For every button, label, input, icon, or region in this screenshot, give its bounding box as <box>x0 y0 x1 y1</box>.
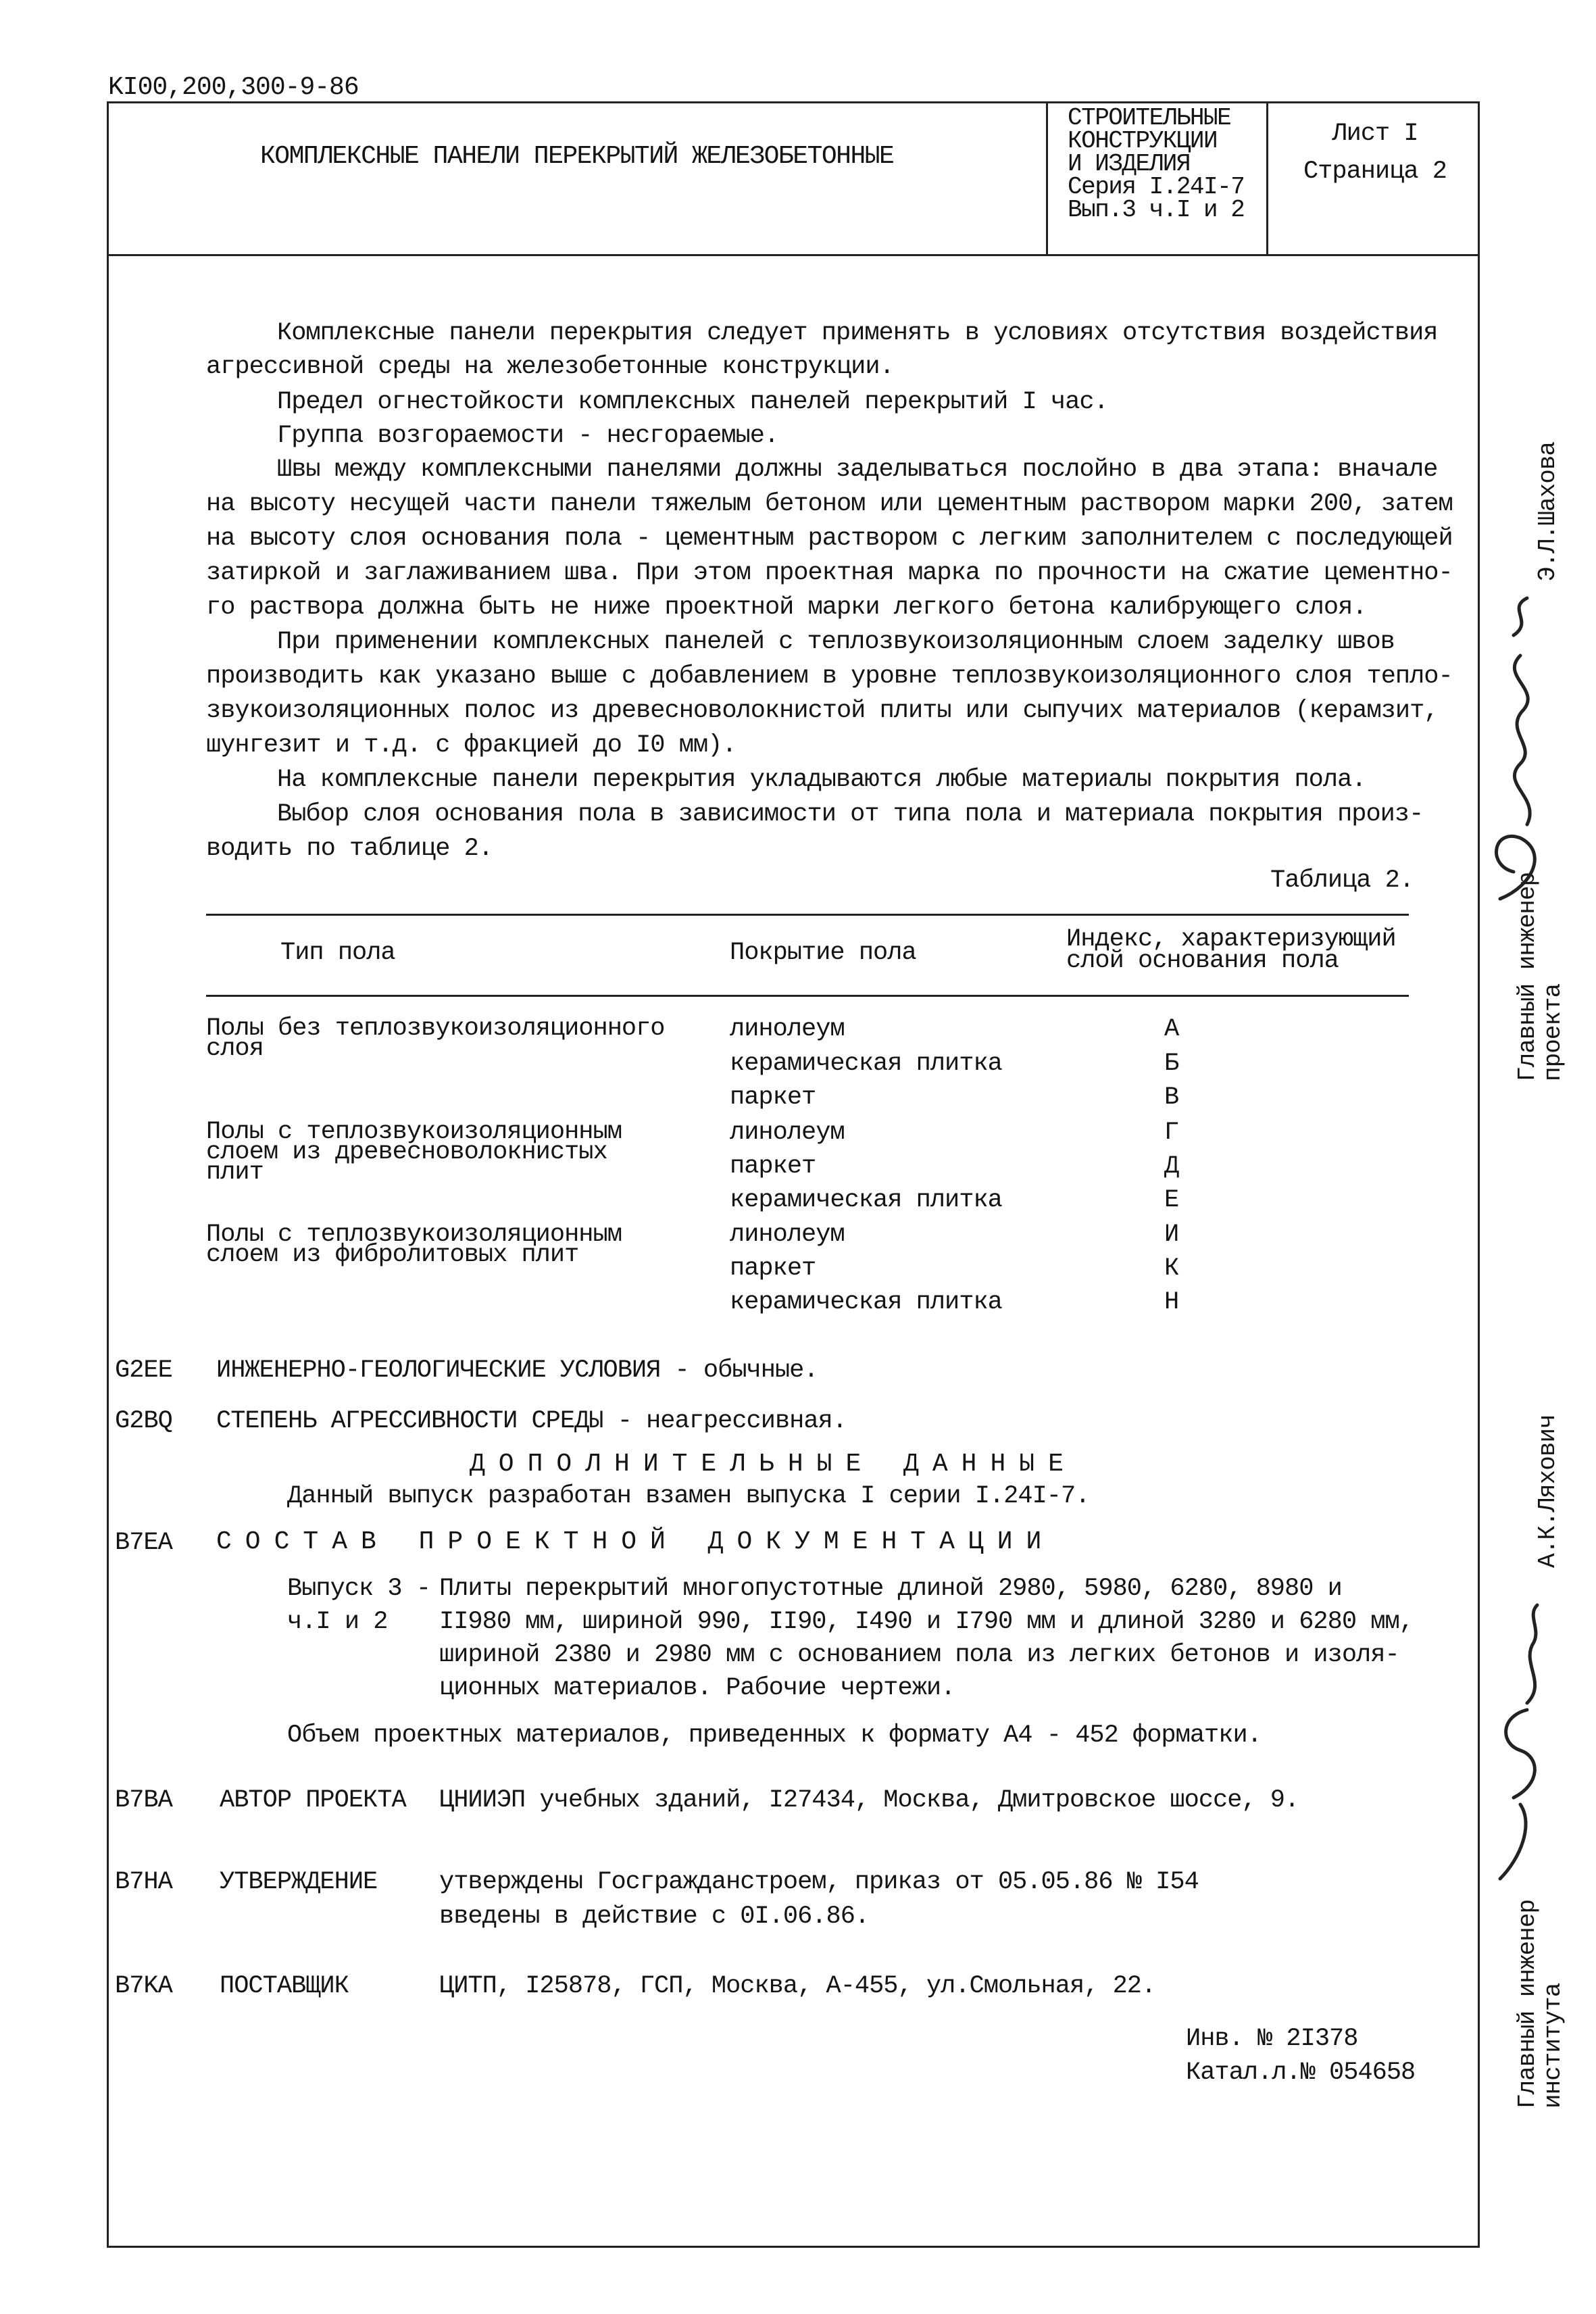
table-group-1-line-1: Полы без теплозвукоизоляционного <box>206 1014 665 1043</box>
paragraph-materials: На комплексные панели перекрытия укладываются любые материалы покрытия пола. <box>277 766 1366 794</box>
category-line-1: СТРОИТЕЛЬНЫЕ <box>1068 104 1231 132</box>
issue-desc-line-4: ционных материалов. Рабочие чертежи. <box>439 1674 955 1702</box>
code-author: B7BA <box>115 1786 172 1815</box>
sheet-number: Лист I <box>1332 120 1418 148</box>
table-row-2-cover: керамическая плитка <box>730 1050 1002 1078</box>
paragraph-insulation-line-2: производить как указано выше с добавлением в уровне теплозвукоизоляционного слоя тепло- <box>206 662 1453 691</box>
extra-data-title: ДОПОЛНИТЕЛЬНЫЕ ДАННЫЕ <box>470 1450 1077 1479</box>
chief-engineer-project-line-1: Главный инженер <box>1514 872 1541 1081</box>
paragraph-1-line-2: агрессивной среды на железобетонные конструкции. <box>206 353 894 381</box>
table-row-7-index: И <box>1164 1221 1179 1249</box>
table-row-5-cover: паркет <box>730 1152 816 1181</box>
table-group-2-line-1: Полы с теплозвукоизоляционным <box>206 1118 622 1146</box>
paragraph-insulation-line-4: шунгезит и т.д. с фракцией до I0 мм). <box>206 731 737 760</box>
geo-conditions: ИНЖЕНЕРНО-ГЕОЛОГИЧЕСКИЕ УСЛОВИЯ - обычные. <box>216 1356 818 1385</box>
author-text: ЦНИИЭП учебных зданий, I27434, Москва, Дмитровское шоссе, 9. <box>439 1786 1299 1815</box>
code-approval: B7HA <box>115 1868 172 1896</box>
table-row-1-index: А <box>1164 1015 1179 1043</box>
table-row-5-index: Д <box>1164 1152 1179 1181</box>
header-divider-left <box>1046 101 1048 254</box>
table-row-8-index: К <box>1164 1254 1179 1283</box>
code-documentation: B7EA <box>115 1529 172 1557</box>
table-rule-header <box>206 995 1409 997</box>
chief-engineer-institute-name: А.К.Ляхович <box>1534 1414 1562 1568</box>
supplier-text: ЦИТП, I25878, ГСП, Москва, А-455, ул.Смольная, 22. <box>439 1972 1156 2000</box>
table-row-6-cover: керамическая плитка <box>730 1186 1002 1214</box>
table-row-1-cover: линолеум <box>730 1015 845 1043</box>
table-row-4-cover: линолеум <box>730 1118 845 1147</box>
issue-label: Вып.3 ч.I и 2 <box>1068 196 1245 224</box>
issue-desc-line-3: шириной 2380 и 2980 мм с основанием пола из легких бетонов и изоля- <box>439 1641 1399 1669</box>
table-group-2-line-2: слоем из древесноволокнистых <box>206 1138 607 1166</box>
header-category <box>1068 104 1245 224</box>
table-group-3-line-1: Полы с теплозвукоизоляционным <box>206 1221 622 1249</box>
table-header-index-line-1: Индекс, характеризующий <box>1066 925 1396 954</box>
category-line-2: КОНСТРУКЦИИ <box>1068 127 1218 155</box>
table-header-type: Тип пола <box>280 939 395 967</box>
paragraph-fire-resistance: Предел огнестойкости комплексных панелей перекрытий I час. <box>277 388 1108 416</box>
category-line-3: И ИЗДЕЛИЯ <box>1068 150 1190 178</box>
table-header-index-line-2: слой основания пола <box>1066 947 1339 975</box>
catalogue-number: Катал.л.№ 054658 <box>1186 2059 1416 2087</box>
paragraph-combustibility: Группа возгораемости - несгораемые. <box>277 422 779 450</box>
series-label: Серия I.24I-7 <box>1068 173 1245 201</box>
paragraph-joints-line-2: на высоту несущей части панели тяжелым бетоном или цементным раствором марки 200, затем <box>206 490 1453 518</box>
paragraph-1-line-1: Комплексные панели перекрытия следует применять в условиях отсутствия воздействия <box>277 319 1438 347</box>
table-header-cover: Покрытие пола <box>730 939 916 967</box>
header-divider-right <box>1266 101 1268 254</box>
table-row-8-cover: паркет <box>730 1254 816 1283</box>
issue-label-line-1: Выпуск 3 - <box>287 1575 431 1603</box>
paragraph-joints-line-5: го раствора должна быть не ниже проектной марки легкого бетона калибрующего слоя. <box>206 593 1367 622</box>
approval-label: УТВЕРЖДЕНИЕ <box>220 1868 378 1896</box>
table-row-7-cover: линолеум <box>730 1221 845 1249</box>
table-row-3-index: В <box>1164 1083 1179 1112</box>
table-row-9-index: Н <box>1164 1288 1179 1316</box>
paragraph-selection-line-2: водить по таблице 2. <box>206 835 493 863</box>
table-caption: Таблица 2. <box>1270 866 1414 895</box>
table-group-2-line-3: плит <box>206 1158 264 1187</box>
extra-data-text: Данный выпуск разработан взамен выпуска I серии I.24I-7. <box>287 1482 1090 1510</box>
code-supplier: B7KA <box>115 1972 172 2000</box>
header-divider <box>107 254 1480 256</box>
table-row-2-index: Б <box>1164 1050 1179 1078</box>
paragraph-insulation-line-3: звукоизоляционных полос из древесноволокнистой плиты или сыпучих материалов (керамзит, <box>206 697 1439 725</box>
code-geo: G2EE <box>115 1356 172 1385</box>
header-title: КОМПЛЕКСНЫЕ ПАНЕЛИ ПЕРЕКРЫТИЙ ЖЕЛЕЗОБЕТОННЫЕ <box>260 142 894 171</box>
approval-line-2: введены в действие с 0I.06.86. <box>439 1902 870 1931</box>
document-code: KI00,200,300-9-86 <box>108 73 359 102</box>
table-row-6-index: Е <box>1164 1186 1179 1214</box>
table-group-3-line-2: слоем из фибролитовых плит <box>206 1241 579 1269</box>
paragraph-insulation-line-1: При применении комплексных панелей с теплозвукоизоляционным слоем заделку швов <box>277 628 1395 656</box>
paragraph-joints-line-4: затиркой и заглаживанием шва. При этом проектная марка по прочности на сжатие цементно- <box>206 559 1453 587</box>
paragraph-joints-line-1: Швы между комплексными панелями должны заделываться послойно в два этапа: вначале <box>277 456 1438 484</box>
paragraph-joints-line-3: на высоту слоя основания пола - цементным раствором с легким заполнителем с последующей <box>206 524 1453 553</box>
page-number: Страница 2 <box>1303 157 1447 186</box>
table-rule-top <box>206 914 1409 916</box>
chief-engineer-institute-line-2: института <box>1539 1983 1567 2109</box>
table-row-4-index: Г <box>1164 1118 1179 1147</box>
aggressiveness: СТЕПЕНЬ АГРЕССИВНОСТИ СРЕДЫ - неагрессивная. <box>216 1407 847 1435</box>
author-label: АВТОР ПРОЕКТА <box>220 1786 406 1815</box>
issue-label-line-2: ч.I и 2 <box>287 1608 388 1636</box>
sheet-info <box>1284 115 1466 191</box>
documentation-title: СОСТАВ ПРОЕКТНОЙ ДОКУМЕНТАЦИИ <box>216 1527 1055 1556</box>
paragraph-selection-line-1: Выбор слоя основания пола в зависимости от типа пола и материала покрытия произ- <box>277 800 1424 829</box>
issue-desc-line-2: II980 мм, шириной 990, II90, I490 и I790 мм и длиной 3280 и 6280 мм, <box>439 1608 1414 1636</box>
chief-engineer-project-line-2: проекта <box>1539 983 1567 1081</box>
signature-project <box>1473 595 1574 906</box>
chief-engineer-institute-line-1: Главный инженер <box>1514 1899 1541 2109</box>
inventory-number: Инв. № 2I378 <box>1186 2025 1358 2053</box>
table-row-3-cover: паркет <box>730 1083 816 1112</box>
signature-institute <box>1480 1602 1568 1886</box>
chief-engineer-project-name: Э.Л.Шахова <box>1534 441 1562 581</box>
table-row-9-cover: керамическая плитка <box>730 1288 1002 1316</box>
table-group-1-line-2: слоя <box>206 1035 264 1063</box>
supplier-label: ПОСТАВЩИК <box>220 1972 349 2000</box>
approval-line-1: утверждены Госгражданстроем, приказ от 05.05.86 № I54 <box>439 1868 1199 1896</box>
issue-desc-line-1: Плиты перекрытий многопустотные длиной 2980, 5980, 6280, 8980 и <box>439 1575 1342 1603</box>
code-aggressiveness: G2BQ <box>115 1407 172 1435</box>
volume-text: Объем проектных материалов, приведенных к формату А4 - 452 форматки. <box>287 1721 1262 1750</box>
